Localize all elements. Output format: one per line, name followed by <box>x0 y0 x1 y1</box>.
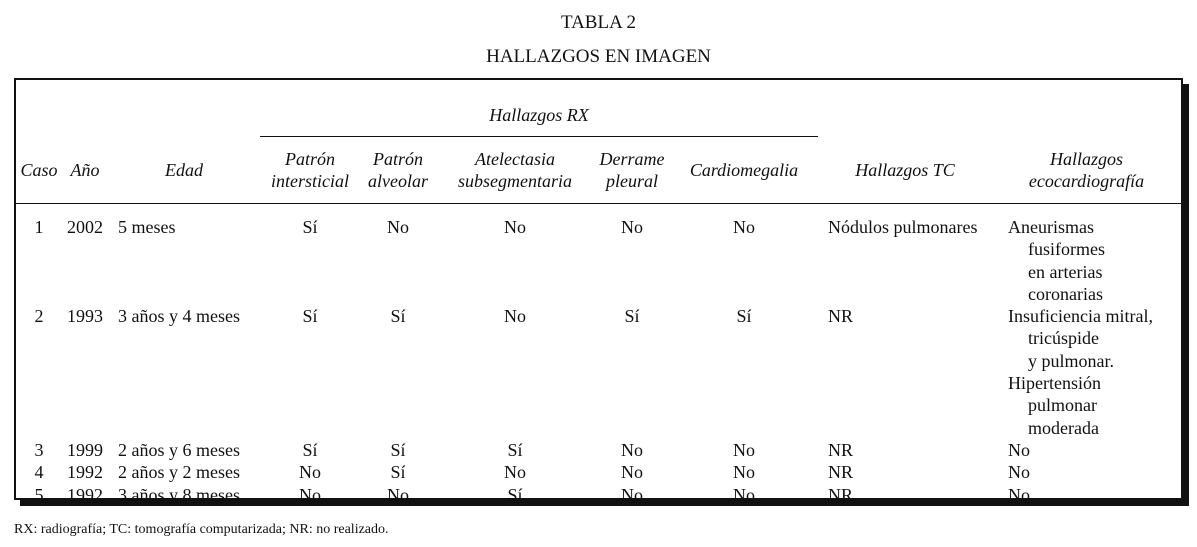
cell-eco-line: y pulmonar. <box>1028 350 1114 371</box>
table-row <box>16 204 1181 306</box>
header-cardiomegalia: Cardiomegalia <box>670 137 818 204</box>
header-atelectasia <box>436 137 594 204</box>
table-body <box>16 204 1181 506</box>
header-derrame-line2: pleural <box>606 171 658 191</box>
cell-patron-alveolar: Sí <box>390 462 406 483</box>
cell-cardiomegalia: No <box>733 439 755 460</box>
header-tc: Hallazgos TC <box>855 159 955 180</box>
cell-cardiomegalia: No <box>733 484 755 505</box>
cell-anio: 1999 <box>67 439 103 460</box>
cell-eco <box>992 204 1181 306</box>
cell-eco-line: coronarias <box>1028 283 1103 304</box>
cell-eco-line: fusiformes <box>1028 239 1105 260</box>
cell-tc: Nódulos pulmonares <box>828 217 978 237</box>
cell-derrame: No <box>621 484 643 505</box>
column-header-row <box>16 137 1181 204</box>
cell-edad: 5 meses <box>118 217 176 237</box>
cell-patron-alveolar: No <box>387 217 409 237</box>
cell-patron-intersticial: Sí <box>302 217 318 237</box>
header-derrame <box>594 137 670 204</box>
group-header-rx <box>260 80 818 137</box>
table-footnote: RX: radiografía; TC: tomografía computarizada; NR: no realizado. <box>14 522 389 537</box>
table-row <box>16 439 1181 461</box>
cell-cardiomegalia: No <box>733 462 755 483</box>
header-anio: Año <box>70 159 100 180</box>
cell-eco-line: Insuficiencia mitral, <box>1008 306 1153 327</box>
cell-eco <box>992 484 1181 506</box>
cell-derrame: No <box>621 439 643 460</box>
cell-atelectasia: No <box>504 462 526 483</box>
cell-eco <box>992 439 1181 461</box>
cell-tc: NR <box>828 462 854 483</box>
cell-caso: 3 <box>34 439 44 460</box>
cell-eco-line: Hipertensión <box>1008 373 1101 394</box>
header-patron-intersticial-line2: intersticial <box>271 171 349 191</box>
table-title: TABLA 2 <box>560 12 636 33</box>
cell-eco-line: en arterias <box>1028 261 1103 282</box>
cell-eco-line: Aneurismas <box>1008 217 1094 237</box>
cell-atelectasia: No <box>504 217 526 237</box>
findings-table <box>16 80 1181 506</box>
cell-patron-intersticial: Sí <box>302 439 318 460</box>
cell-caso: 5 <box>34 484 44 505</box>
header-edad: Edad <box>165 159 203 180</box>
cell-eco-line: No <box>1008 439 1030 460</box>
table-row <box>16 461 1181 483</box>
cell-tc: NR <box>828 484 854 505</box>
header-atelectasia-line2: subsegmentaria <box>458 171 572 191</box>
group-header-row <box>16 80 1181 137</box>
cell-atelectasia: No <box>504 306 526 327</box>
cell-patron-intersticial: No <box>299 484 321 505</box>
header-patron-intersticial-line1: Patrón <box>284 149 335 169</box>
cell-tc: NR <box>828 439 854 460</box>
cell-patron-alveolar: No <box>387 484 409 505</box>
header-patron-intersticial <box>260 137 360 204</box>
cell-eco <box>992 305 1181 439</box>
header-patron-alveolar-line2: alveolar <box>368 171 428 191</box>
cell-patron-intersticial: No <box>299 462 321 483</box>
cell-cardiomegalia: No <box>733 217 755 237</box>
table-row <box>16 484 1181 506</box>
header-eco <box>992 137 1181 204</box>
cell-atelectasia: Sí <box>507 439 523 460</box>
cell-edad: 3 años y 4 meses <box>118 306 240 327</box>
cell-caso: 4 <box>34 462 44 483</box>
cell-caso: 2 <box>34 306 44 327</box>
header-eco-line2: ecocardiografía <box>1028 170 1145 191</box>
cell-atelectasia: Sí <box>507 484 523 505</box>
cell-eco-line: moderada <box>1028 417 1099 438</box>
cell-edad: 3 años y 8 meses <box>118 484 240 505</box>
cell-tc: NR <box>828 306 854 327</box>
cell-cardiomegalia: Sí <box>736 306 752 327</box>
cell-derrame: No <box>621 217 643 237</box>
header-derrame-line1: Derrame <box>599 149 665 169</box>
cell-anio: 2002 <box>67 217 103 237</box>
cell-eco-line: No <box>1008 462 1030 483</box>
header-atelectasia-line1: Atelectasia <box>475 149 555 169</box>
header-eco-line1: Hallazgos <box>1049 148 1123 169</box>
cell-caso: 1 <box>34 217 44 237</box>
cell-derrame: No <box>621 462 643 483</box>
cell-eco-line: tricúspide <box>1028 328 1099 349</box>
header-caso: Caso <box>20 159 58 180</box>
group-header-rx-label: Hallazgos RX <box>489 105 589 125</box>
cell-patron-alveolar: Sí <box>390 439 406 460</box>
cell-patron-alveolar: Sí <box>390 306 406 327</box>
cell-eco-line: No <box>1008 484 1030 505</box>
table-row <box>16 305 1181 439</box>
cell-edad: 2 años y 2 meses <box>118 462 240 483</box>
cell-eco <box>992 461 1181 483</box>
cell-edad: 2 años y 6 meses <box>118 439 240 460</box>
cell-patron-intersticial: Sí <box>302 306 318 327</box>
cell-anio: 1992 <box>67 462 103 483</box>
header-patron-alveolar-line1: Patrón <box>372 149 423 169</box>
table-subtitle: HALLAZGOS EN IMAGEN <box>486 46 711 67</box>
cell-eco-line: pulmonar <box>1028 395 1097 416</box>
cell-anio: 1993 <box>67 306 103 327</box>
header-patron-alveolar <box>360 137 436 204</box>
cell-anio: 1992 <box>67 484 103 505</box>
findings-table-frame <box>14 78 1183 505</box>
cell-derrame: Sí <box>624 306 640 327</box>
